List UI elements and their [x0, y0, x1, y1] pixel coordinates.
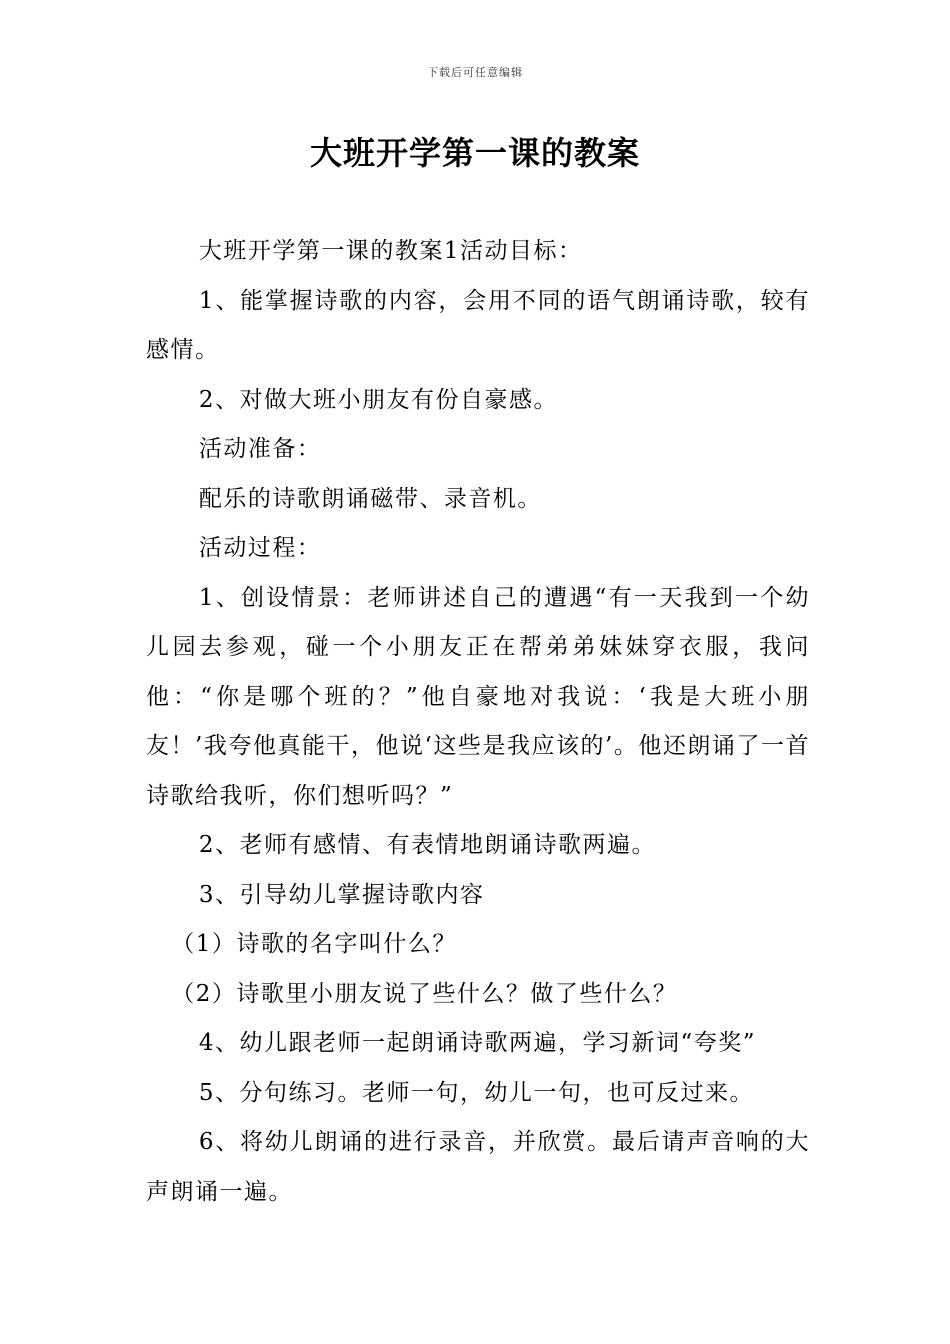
paragraph: 2、对做大班小朋友有份自豪感。	[198, 386, 559, 413]
paragraph: 1、能掌握诗歌的内容，会用不同的语气朗诵诗歌，较有感情。	[146, 287, 810, 363]
paragraph: 2、老师有感情、有表情地朗诵诗歌两遍。	[198, 832, 657, 858]
paragraph: 5、分句练习。老师一句，幼儿一句，也可反过来。	[198, 1079, 755, 1106]
paragraph: 1、创设情景：老师讲述自己的遭遇“有一天我到一个幼儿园去参观，碰一个小朋友正在帮弟弟妹妹穿衣服，我问他：“你是哪个班的？”他自豪地对我说：‘我是大班小朋友！’我夸他真能干，他说‘这些是我应该的’。他还朗诵了一首诗歌给我听，你们想听吗？”	[146, 584, 810, 809]
document-title: 大班开学第一课的教案	[309, 134, 640, 172]
paragraph: 配乐的诗歌朗诵磁带、录音机。	[198, 485, 542, 512]
paragraph: 6、将幼儿朗诵的进行录音，并欣赏。最后请声音响的大声朗诵一遍。	[146, 1129, 810, 1205]
paragraph: 活动准备：	[198, 436, 322, 462]
paragraph: 4、幼儿跟老师一起朗诵诗歌两遍，学习新词“夸奖”	[198, 1030, 757, 1056]
header-note: 下载后可任意编辑	[427, 66, 523, 79]
paragraph: 活动过程：	[198, 535, 322, 561]
paragraph: 3、引导幼儿掌握诗歌内容	[198, 881, 485, 908]
paragraph: 大班开学第一课的教案1活动目标：	[198, 238, 583, 264]
paragraph: （2）诗歌里小朋友说了些什么？做了些什么？	[171, 980, 678, 1007]
paragraph: （1）诗歌的名字叫什么？	[171, 931, 457, 957]
document-body	[146, 227, 810, 1217]
